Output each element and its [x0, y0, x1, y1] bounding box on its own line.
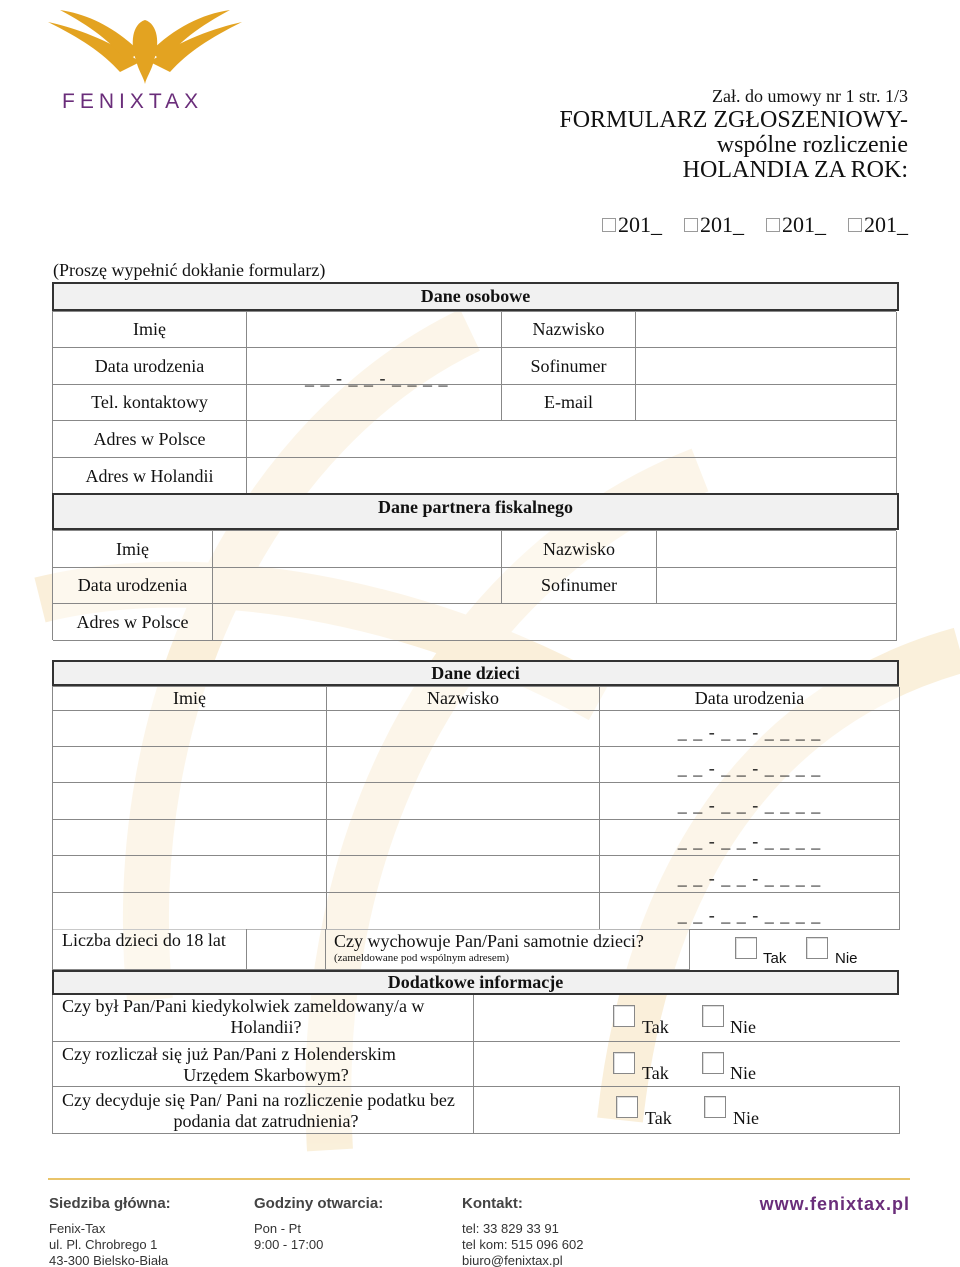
- extra-q2-no-checkbox[interactable]: [702, 1052, 724, 1074]
- partner-input-birth-date[interactable]: [213, 568, 502, 604]
- extra-q2-yes-checkbox[interactable]: [613, 1052, 635, 1074]
- year-option[interactable]: [684, 212, 744, 238]
- extra-q1-yes-checkbox[interactable]: [613, 1005, 635, 1027]
- extra-answer-cell: [474, 1042, 900, 1087]
- label-phone: Tel. kontaktowy: [53, 385, 247, 421]
- extra-question-3-line-1: Czy decyduje się Pan/ Pani na rozliczenie podatku bez: [62, 1090, 455, 1110]
- child-birth-date-input[interactable]: [600, 783, 900, 820]
- year-label: 201_: [618, 212, 662, 237]
- extra-q3-no-label: Nie: [733, 1108, 759, 1128]
- label-sofi: Sofinumer: [502, 348, 636, 385]
- label-birth-date: Data urodzenia: [53, 348, 247, 385]
- year-option[interactable]: [766, 212, 826, 238]
- label-email: E-mail: [502, 385, 636, 421]
- section-extra-title: Dodatkowe informacje: [52, 970, 899, 995]
- child-first-name-input[interactable]: [53, 856, 327, 893]
- year-option[interactable]: [602, 212, 662, 238]
- extra-question-1: [56, 996, 476, 1038]
- input-email[interactable]: [636, 385, 897, 421]
- child-last-name-input[interactable]: [327, 820, 600, 856]
- form-title-line-2: wspólne rozliczenie: [716, 132, 908, 158]
- input-first-name[interactable]: [247, 312, 502, 348]
- footer-headquarters: [49, 1196, 171, 1267]
- partner-grid: [52, 530, 896, 640]
- single-parent-answer: [690, 929, 900, 970]
- children-col-first-name: Imię: [53, 687, 327, 711]
- extra-q3-yes-label: Tak: [645, 1108, 672, 1128]
- form-title-line-1: FORMULARZ ZGŁOSZENIOWY-: [559, 107, 908, 133]
- child-last-name-input[interactable]: [327, 783, 600, 820]
- fill-instruction: (Proszę wypełnić dokłanie formularz): [53, 260, 326, 280]
- year-checkbox[interactable]: [684, 218, 698, 232]
- child-birth-date-input[interactable]: [600, 711, 900, 747]
- extra-q1-no-checkbox[interactable]: [702, 1005, 724, 1027]
- single-parent-no-label: Nie: [835, 950, 858, 967]
- child-birth-date-input[interactable]: [600, 856, 900, 893]
- footer-hours-line-2: 9:00 - 17:00: [254, 1237, 324, 1252]
- child-first-name-input[interactable]: [53, 783, 327, 820]
- year-checkbox[interactable]: [602, 218, 616, 232]
- partner-input-first-name[interactable]: [213, 531, 502, 568]
- partner-input-last-name[interactable]: [657, 531, 897, 568]
- extra-q2-yes-label: Tak: [642, 1063, 669, 1083]
- extra-q3-no-checkbox[interactable]: [704, 1096, 726, 1118]
- footer-divider: [48, 1178, 910, 1180]
- footer-website-link[interactable]: www.fenixtax.pl: [759, 1194, 910, 1214]
- child-date-mask: _ _ - _ _ - _ _ _ _: [677, 794, 822, 815]
- child-first-name-input[interactable]: [53, 893, 327, 930]
- partner-label-last-name: Nazwisko: [502, 531, 657, 568]
- extra-q1-no-label: Nie: [730, 1017, 756, 1037]
- section-personal-title: Dane osobowe: [52, 282, 899, 311]
- footer-contact-mobile: tel kom: 515 096 602: [462, 1237, 584, 1252]
- children-count-label: Liczba dzieci do 18 lat: [53, 929, 247, 970]
- section-children-title: Dane dzieci: [52, 660, 899, 686]
- year-option[interactable]: [848, 212, 908, 238]
- partner-label-first-name: Imię: [53, 531, 213, 568]
- children-col-last-name: Nazwisko: [327, 687, 600, 711]
- footer-hours: [254, 1196, 383, 1253]
- year-label: 201_: [864, 212, 908, 237]
- attachment-note: Zał. do umowy nr 1 str. 1/3: [712, 86, 908, 106]
- child-birth-date-input[interactable]: [600, 893, 900, 930]
- year-checkbox[interactable]: [848, 218, 862, 232]
- child-last-name-input[interactable]: [327, 893, 600, 930]
- single-parent-no-checkbox[interactable]: [806, 937, 828, 959]
- child-first-name-input[interactable]: [53, 820, 327, 856]
- label-last-name: Nazwisko: [502, 312, 636, 348]
- single-parent-note: (zameldowane pod wspólnym adresem): [334, 952, 510, 964]
- footer-hq-line-3: 43-300 Bielsko-Biała: [49, 1253, 169, 1267]
- child-date-mask: _ _ - _ _ - _ _ _ _: [677, 758, 822, 778]
- child-last-name-input[interactable]: [327, 856, 600, 893]
- section-partner-title: Dane partnera fiskalnego: [52, 493, 899, 530]
- partner-input-sofi[interactable]: [657, 568, 897, 604]
- footer-hours-line-1: Pon - Pt: [254, 1221, 301, 1236]
- extra-question-1-line-1: Czy był Pan/Pani kiedykolwiek zameldowany/a w: [62, 996, 425, 1016]
- year-options: [602, 212, 908, 238]
- input-address-nl[interactable]: [247, 458, 897, 495]
- footer-contact: [462, 1196, 583, 1267]
- year-label: 201_: [700, 212, 744, 237]
- input-address-pl[interactable]: [247, 421, 897, 458]
- single-parent-text: Czy wychowuje Pan/Pani samotnie dzieci?: [334, 931, 644, 951]
- footer-hq-line-2: ul. Pl. Chrobrego 1: [49, 1237, 158, 1252]
- children-count-input[interactable]: [247, 929, 326, 970]
- single-parent-yes-label: Tak: [763, 950, 787, 967]
- year-checkbox[interactable]: [766, 218, 780, 232]
- footer-contact-title: Kontakt:: [462, 1195, 523, 1212]
- footer-hq-title: Siedziba główna:: [49, 1195, 171, 1212]
- extra-question-2: [56, 1044, 476, 1086]
- extra-answer-cell: [474, 1087, 900, 1134]
- form-title-line-3: HOLANDIA ZA ROK:: [682, 157, 908, 183]
- child-last-name-input[interactable]: [327, 747, 600, 783]
- logo-wordmark: FENIXTAX: [62, 90, 204, 113]
- single-parent-yes-checkbox[interactable]: [735, 937, 757, 959]
- extra-question-3: [56, 1090, 476, 1132]
- extra-q2-no-label: Nie: [730, 1063, 756, 1083]
- child-birth-date-input[interactable]: [600, 747, 900, 783]
- label-first-name: Imię: [53, 312, 247, 348]
- input-sofi[interactable]: [636, 348, 897, 385]
- form-title: [559, 108, 908, 183]
- child-first-name-input[interactable]: [53, 747, 327, 783]
- year-label: 201_: [782, 212, 826, 237]
- child-date-mask: _ _ - _ _ - _ _ _ _: [677, 722, 822, 742]
- child-first-name-input[interactable]: [53, 711, 327, 747]
- label-address-pl: Adres w Polsce: [53, 421, 247, 458]
- child-last-name-input[interactable]: [327, 711, 600, 747]
- footer-hours-title: Godziny otwarcia:: [254, 1195, 384, 1212]
- children-grid: [52, 686, 899, 929]
- input-phone[interactable]: [247, 385, 502, 421]
- partner-input-address-pl[interactable]: [213, 604, 897, 641]
- personal-grid: [52, 311, 896, 494]
- footer-contact-phone: tel: 33 829 33 91: [462, 1221, 559, 1236]
- birth-date-mask: _ _ - _ _ - _ _ _ _: [305, 368, 449, 388]
- label-address-nl: Adres w Holandii: [53, 458, 247, 495]
- extra-question-2-line-1: Czy rozliczał się już Pan/Pani z Holenderskim: [62, 1044, 396, 1064]
- child-date-mask: _ _ - _ _ - _ _ _ _: [677, 831, 822, 851]
- partner-label-birth-date: Data urodzenia: [53, 568, 213, 604]
- footer-contact-email[interactable]: biuro@fenixtax.pl: [462, 1253, 563, 1267]
- single-parent-question: [326, 929, 690, 970]
- partner-label-address-pl: Adres w Polsce: [53, 604, 213, 641]
- extra-question-1-line-2: Holandii?: [230, 1017, 302, 1037]
- child-birth-date-input[interactable]: [600, 820, 900, 856]
- extra-q1-yes-label: Tak: [642, 1017, 669, 1037]
- child-date-mask: _ _ - _ _ - _ _ _ _: [677, 867, 822, 888]
- input-last-name[interactable]: [636, 312, 897, 348]
- footer-hq-line-1: Fenix-Tax: [49, 1221, 106, 1236]
- child-date-mask: _ _ - _ _ - _ _ _ _: [677, 904, 822, 925]
- extra-q3-yes-checkbox[interactable]: [616, 1096, 638, 1118]
- partner-label-sofi: Sofinumer: [502, 568, 657, 604]
- children-col-birth-date: Data urodzenia: [600, 687, 900, 711]
- extra-question-3-line-2: podania dat zatrudnienia?: [173, 1111, 359, 1131]
- extra-question-2-line-2: Urzędem Skarbowym?: [183, 1065, 349, 1085]
- extra-answer-cell: [474, 995, 900, 1042]
